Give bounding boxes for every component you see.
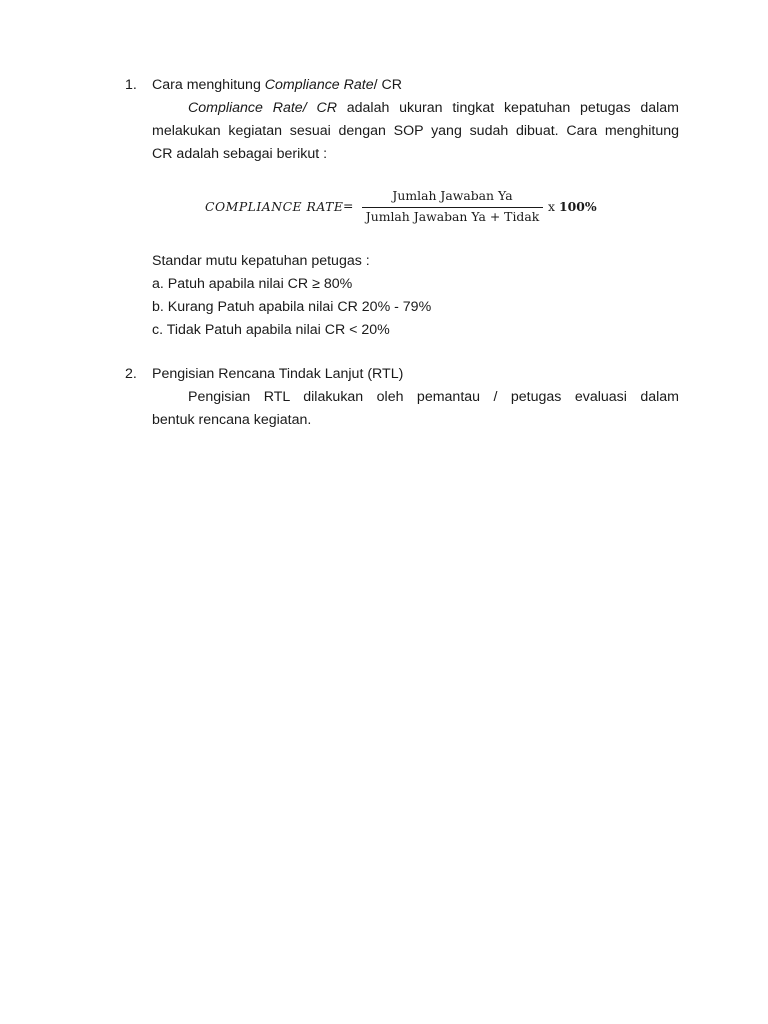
formula-multiplier: x [548, 199, 555, 214]
section-2-paragraph-line-1: Pengisian RTL dilakukan oleh pemantau / petugas evaluasi dalam [188, 389, 679, 405]
formula-numerator: Jumlah Jawaban Ya [392, 188, 513, 203]
standard-item-a: a. Patuh apabila nilai CR ≥ 80% [152, 276, 353, 292]
section-1-paragraph-line-1-rest: adalah ukuran tingkat kepatuhan petugas dalam [336, 100, 679, 116]
formula-denominator: Jumlah Jawaban Ya + Tidak [365, 209, 540, 224]
section-1-number: 1. [125, 77, 137, 93]
section-1-paragraph-line-2: melakukan kegiatan sesuai dengan SOP yang sudah dibuat. Cara menghitung [152, 123, 679, 139]
section-1-title [152, 76, 402, 94]
section-2-paragraph-line-2: bentuk rencana kegiatan. [152, 412, 312, 428]
formula-equals: = [343, 198, 354, 213]
section-1-title-italic: Compliance Rate [264, 77, 374, 93]
standard-item-c: c. Tidak Patuh apabila nilai CR < 20% [152, 322, 390, 338]
section-2-title: Pengisian Rencana Tindak Lanjut (RTL) [152, 366, 404, 382]
section-1-paragraph-italic: Compliance Rate/ CR [188, 100, 337, 116]
formula-lhs: COMPLIANCE RATE [205, 199, 344, 214]
section-1-paragraph-line-3: CR adalah sebagai berikut : [152, 146, 328, 162]
formula-percent: 100% [558, 199, 597, 214]
section-1-title-prefix: Cara menghitung [152, 77, 265, 93]
standard-item-b: b. Kurang Patuh apabila nilai CR 20% - 79% [152, 299, 432, 315]
section-2-number: 2. [125, 366, 137, 382]
section-1-paragraph-line-1 [188, 99, 679, 117]
standard-title: Standar mutu kepatuhan petugas : [152, 253, 370, 269]
section-1-title-suffix: / CR [373, 77, 402, 93]
formula-rhs [548, 199, 597, 214]
fraction-bar [362, 207, 543, 208]
